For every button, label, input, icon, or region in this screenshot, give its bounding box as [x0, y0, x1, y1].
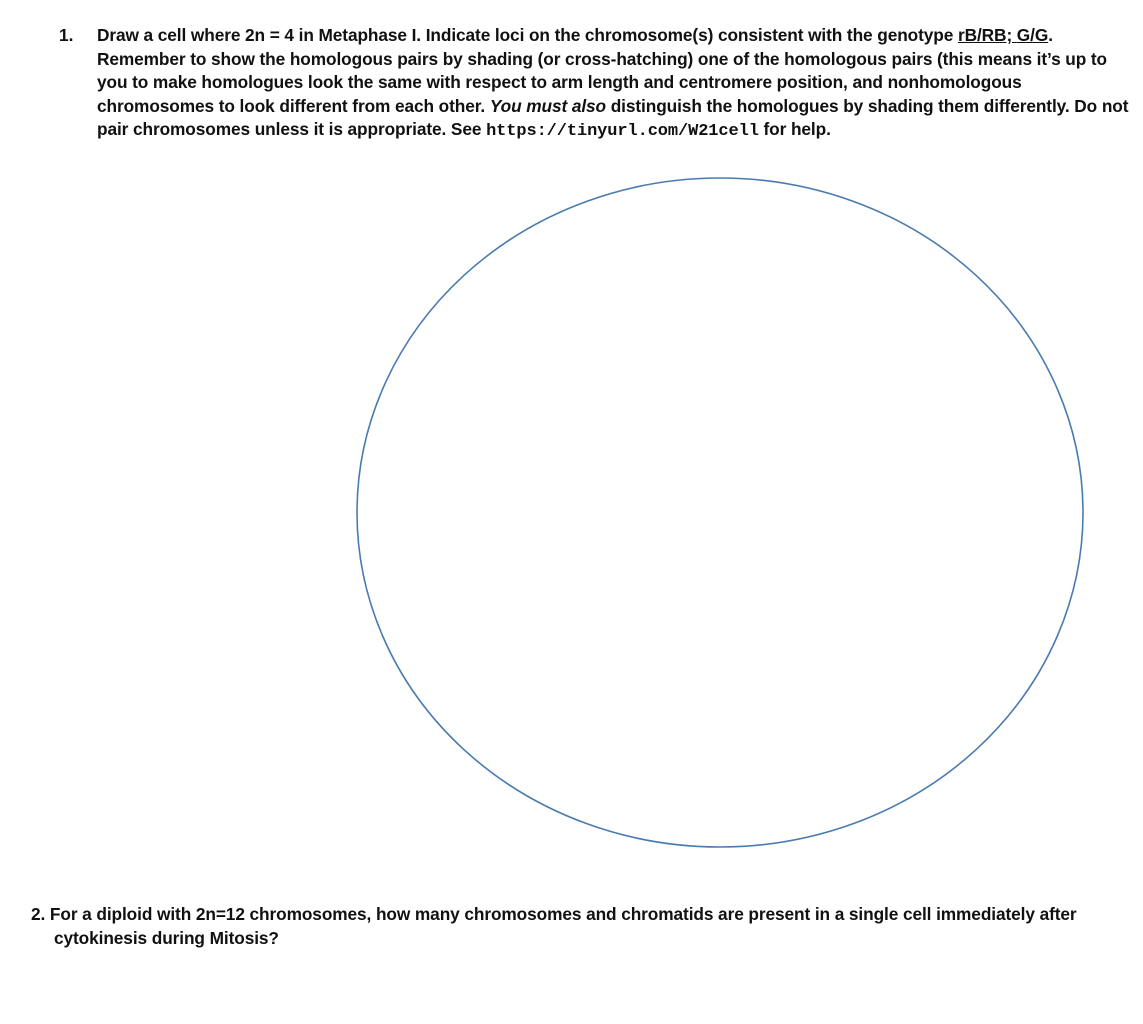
question-2-line-1: 2. For a diploid with 2n=12 chromosomes, how many chromosomes and chromatids are present in a single cell immediately after — [31, 904, 1077, 924]
question-2-line-2: cytokinesis during Mitosis? — [54, 927, 279, 948]
cell-outline-svg — [356, 177, 1084, 848]
question-2 — [31, 903, 1121, 950]
genotype-rb-locus: rB/RB — [957, 25, 1007, 45]
question-1-intro: Draw a cell where 2n = 4 in Metaphase I. Indicate loci on the chromosome(s) consistent with the genotype — [97, 25, 958, 45]
help-url-link[interactable]: https://tinyurl.com/W21cell — [486, 122, 759, 141]
cell-outline-ellipse — [357, 178, 1083, 847]
question-1-outro: for help. — [758, 119, 831, 139]
question-1-text — [97, 24, 1129, 144]
question-1-number: 1. — [59, 25, 74, 45]
genotype-g-locus: G/G — [1016, 25, 1049, 45]
cell-drawing-area[interactable] — [356, 177, 1084, 848]
question-1-emphasis: You must also — [489, 95, 607, 116]
genotype-separator: ; — [1006, 25, 1017, 45]
question-1 — [59, 24, 1129, 144]
question-1-instructions-cont: distinguish the homologues by shading them differently. Do not pair chromosomes unless it is appropriate. See — [97, 95, 1129, 139]
question-1-instructions: . Remember to show the homologous pairs by shading (or cross-hatching) one of the homologous pairs (this means it’s up to you to make homologues look the same with respect to arm length and centromere position, and nonhomologous chromosomes to look different from each other. — [97, 25, 1108, 116]
